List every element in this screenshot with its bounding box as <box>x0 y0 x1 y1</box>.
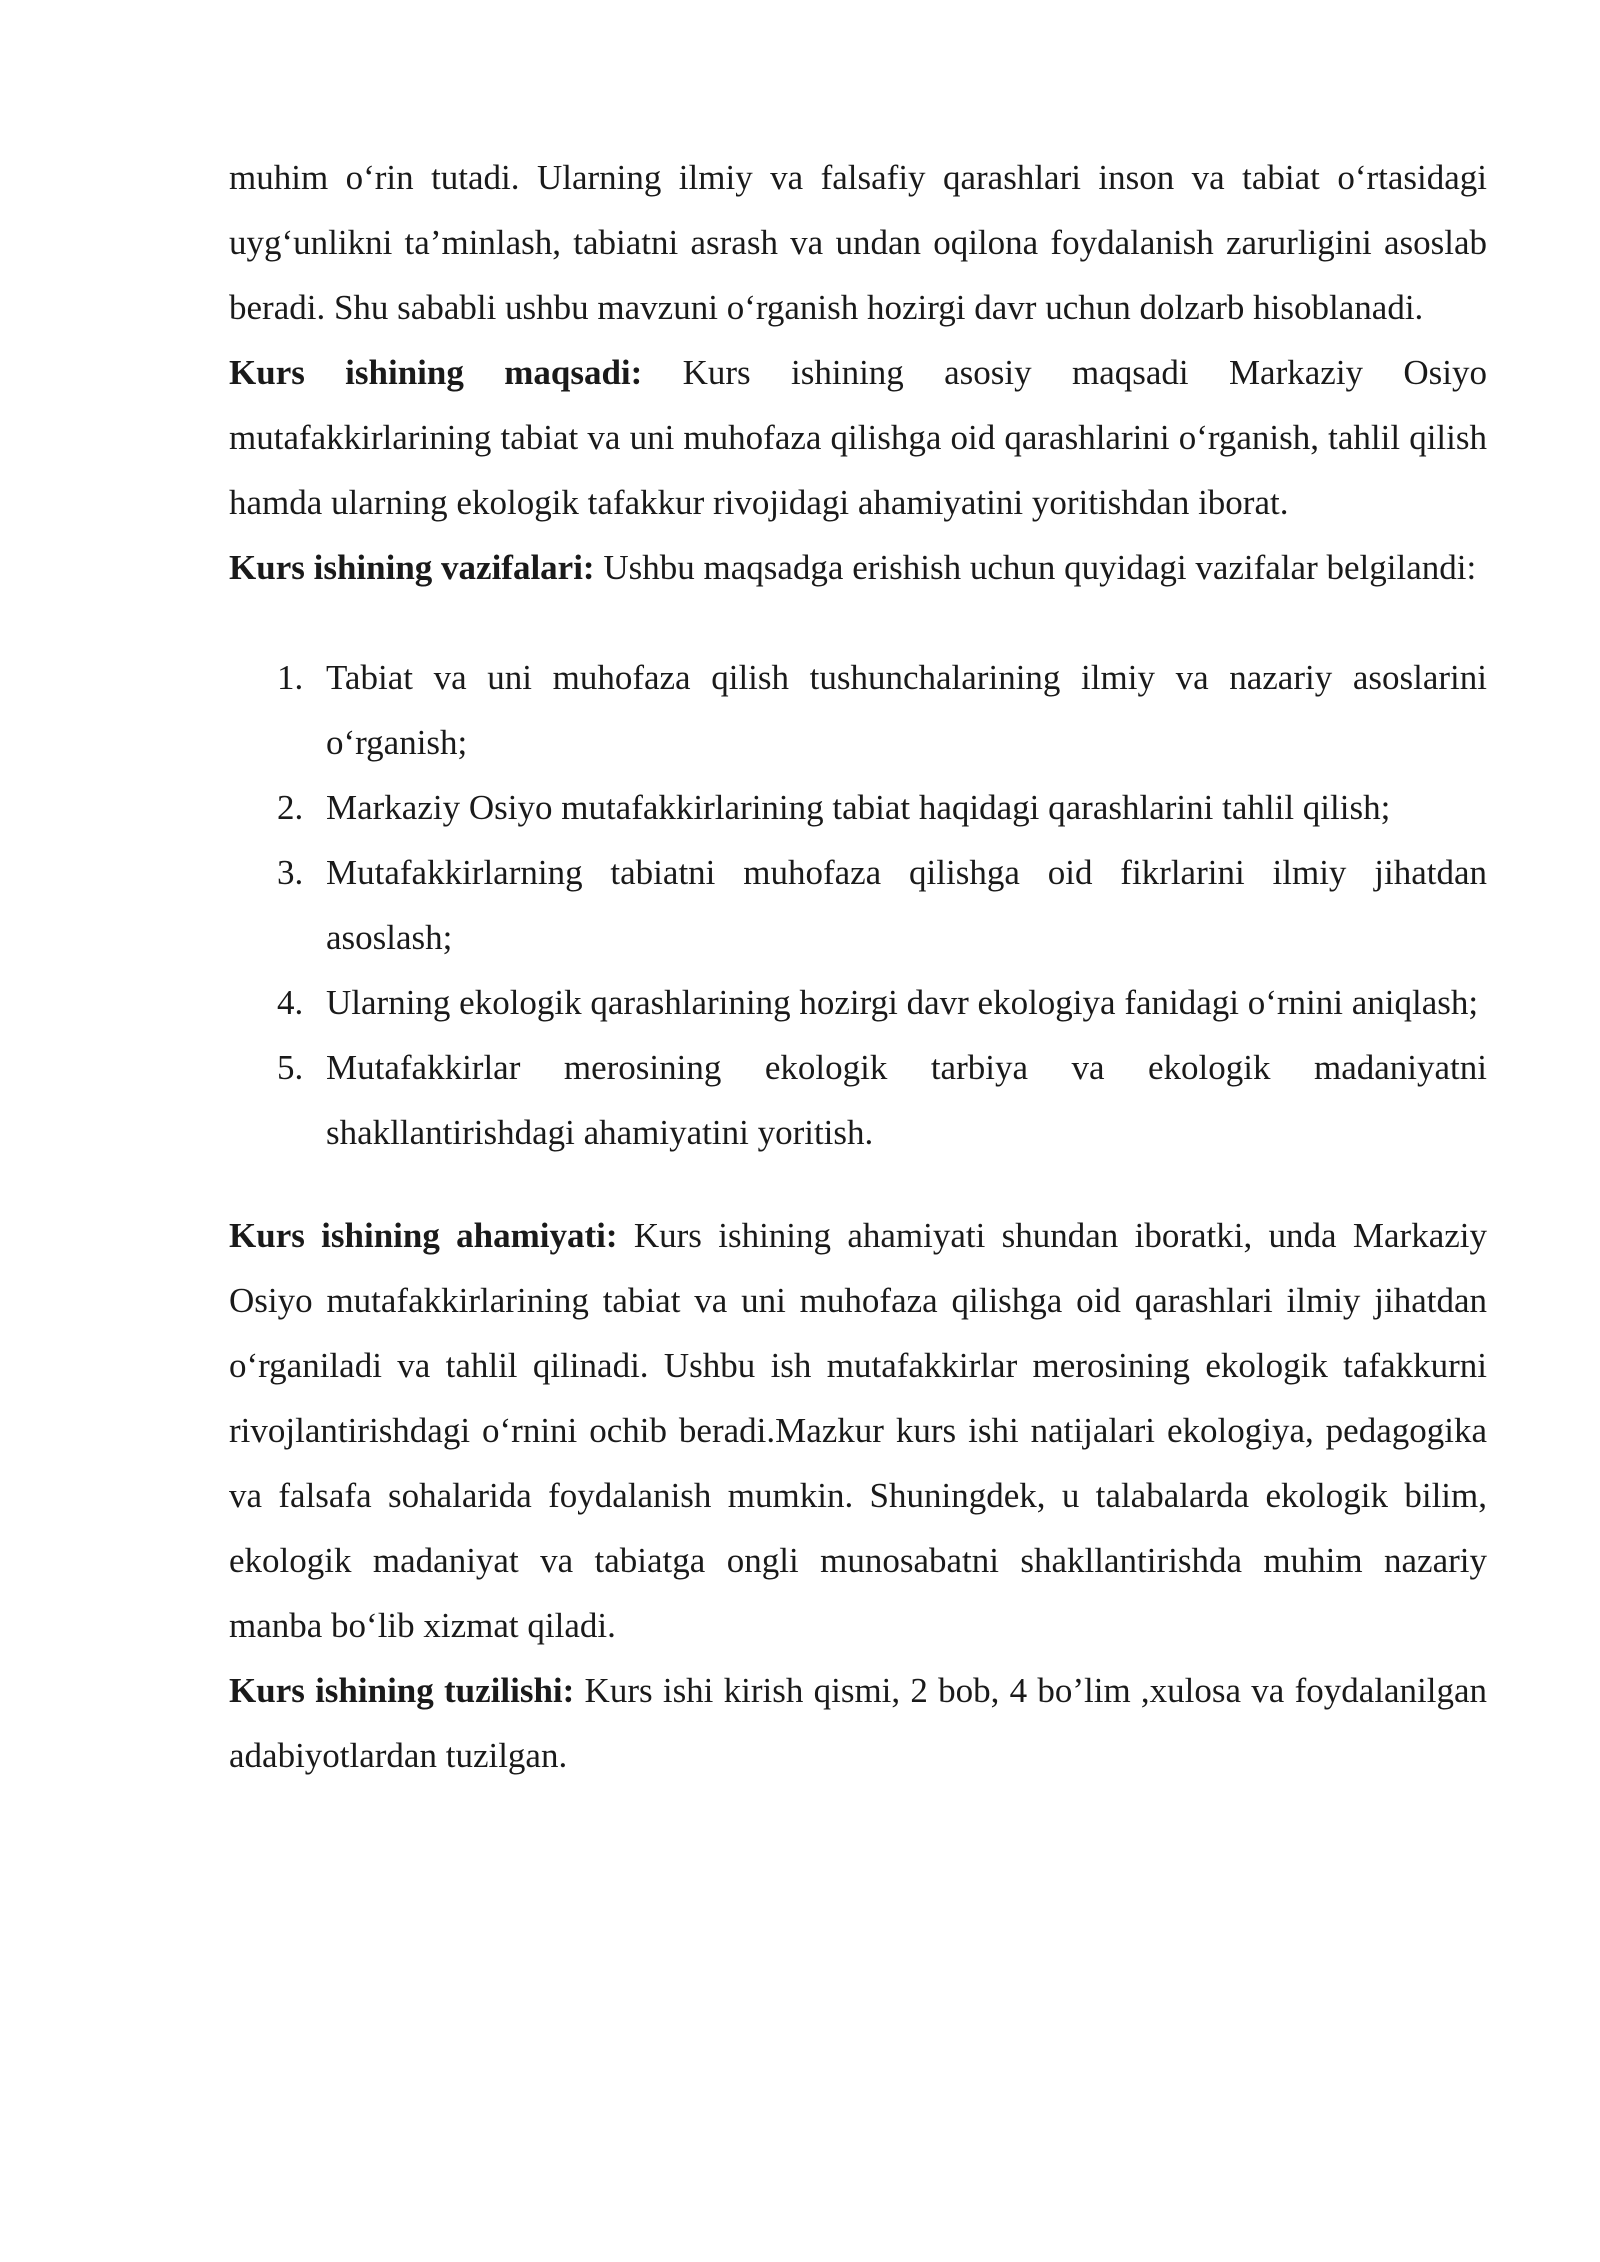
importance-text: Kurs ishining ahamiyati shundan iboratki, unda Markaziy Osiyo mutafakkirlarining tabiat va uni muhofaza qilishga oid qarashlari ilmiy jihatdan o‘rganiladi va tahlil qilinadi. Ushbu ish mutafakkirlar merosining ekologik tafakkurni rivojlantirishdagi o‘rnini ochib beradi.Mazkur kurs ishi natijalari ekologiya, pedagogika va falsafa sohalarida foydalanish mumkin. Shuningdek, u talabalarda ekologik bilim, ekologik madaniyat va tabiatga ongli munosabatni shakllantirishda muhim nazariy manba bo‘lib xizmat qiladi. <box>229 1216 1487 1645</box>
list-item-number: 2. <box>277 788 304 827</box>
list-item-number: 3. <box>277 853 304 892</box>
list-item-text: Mutafakkirlar merosining ekologik tarbiya va ekologik madaniyatni shakllantirishdagi ahamiyatini yoritish. <box>326 1048 1487 1152</box>
list-item <box>229 1035 1487 1165</box>
tasks-paragraph <box>229 535 1487 600</box>
goal-text: Kurs ishining asosiy maqsadi Markaziy Osiyo mutafakkirlarining tabiat va uni muhofaza qilishga oid qarashlarini o‘rganish, tahlil qilish hamda ularning ekologik tafakkur rivojidagi ahamiyatini yoritishdan iborat. <box>229 353 1487 522</box>
structure-paragraph <box>229 1658 1487 1788</box>
tasks-list <box>229 645 1487 1165</box>
importance-paragraph <box>229 1203 1487 1658</box>
page-body <box>229 145 1487 1788</box>
list-item-text: Mutafakkirlarning tabiatni muhofaza qilishga oid fikrlarini ilmiy jihatdan asoslash; <box>326 853 1487 957</box>
list-item <box>229 645 1487 775</box>
list-item <box>229 840 1487 970</box>
intro-paragraph: muhim o‘rin tutadi. Ularning ilmiy va falsafiy qarashlari inson va tabiat o‘rtasidagi uyg‘unlikni ta’minlash, tabiatni asrash va undan oqilona foydalanish zarurligini asoslab beradi. Shu sababli ushbu mavzuni o‘rganish hozirgi davr uchun dolzarb hisoblanadi. <box>229 158 1487 327</box>
goal-paragraph <box>229 340 1487 535</box>
importance-heading: Kurs ishining ahamiyati: <box>229 1216 618 1255</box>
tasks-text: Ushbu maqsadga erishish uchun quyidagi vazifalar belgilandi: <box>594 548 1477 587</box>
list-item-text: Tabiat va uni muhofaza qilish tushunchalarining ilmiy va nazariy asoslarini o‘rganish; <box>326 658 1487 762</box>
goal-heading: Kurs ishining maqsadi: <box>229 353 643 392</box>
tasks-heading: Kurs ishining vazifalari: <box>229 548 595 587</box>
structure-text: Kurs ishi kirish qismi, 2 bob, 4 bo’lim ,xulosa va foydalanilgan adabiyotlardan tuzilgan. <box>229 1671 1488 1775</box>
list-item <box>229 775 1487 840</box>
list-item <box>229 970 1487 1035</box>
list-item-text: Markaziy Osiyo mutafakkirlarining tabiat haqidagi qarashlarini tahlil qilish; <box>326 788 1391 827</box>
list-item-number: 5. <box>277 1048 304 1087</box>
list-item-text: Ularning ekologik qarashlarining hozirgi davr ekologiya fanidagi o‘rnini aniqlash; <box>326 983 1479 1022</box>
structure-heading: Kurs ishining tuzilishi: <box>229 1671 575 1710</box>
list-item-number: 4. <box>277 983 304 1022</box>
list-item-number: 1. <box>277 658 304 697</box>
